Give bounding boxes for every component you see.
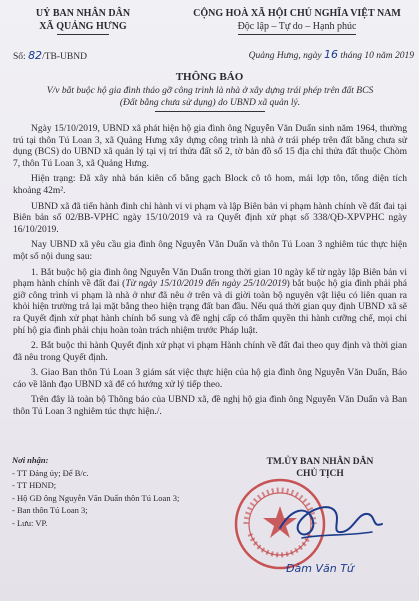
date-day-handwritten: 16 (324, 48, 338, 61)
doc-no-handwritten: 82 (28, 49, 43, 62)
paragraph-5-part-b: ) bắt buộc hộ gia đình phải phá giỡ công trình vi phạm là nhà ở như đã nêu ở trên và di giời toàn bộ nguyên vật liệu có liên quan ra khỏi hiện trường trả lại mặt bằng theo hiện trạng đất ban đầu. Nếu quá thời gian quy định UBND xã sẽ ra Quyết định xử phạt hành chính bổ sung và đề nghị cấp có thẩm quyền thi hành cưỡng chế, mọi chi phí hộ gia đình phải chịu hoàn toàn trách nhiệm trước Pháp luật. (13, 279, 407, 336)
recipients-heading: Nơi nhận: (12, 455, 49, 465)
paragraph-8: Trên đây là toàn bộ Thông báo của UBND xã, đề nghị hộ gia đình ông Nguyễn Văn Duẩn và Ban thôn Tú Loan 3 nghiêm túc thực hiện./. (13, 395, 407, 418)
document-number (13, 49, 87, 62)
document-body (13, 124, 407, 423)
paragraph-3: UBND xã đã tiến hành đình chỉ hành vi vi phạm và lập Biên bản vi phạm hành chính về đất đai tại Biên bản số 02/BB-VPHC ngày 15/10/2019 và ra Quyết định xử phạt số 338/QĐ-XPVPHC ngày 16/10/2019. (13, 201, 407, 235)
national-header (178, 7, 416, 35)
issuer-line-2: XÃ QUẢNG HƯNG (39, 21, 127, 32)
paragraph-2: Hiện trạng: Đã xây nhà bán kiên cố bằng gạch Block cô tô hom, mái lợp tôn, tổng diện tích khoảng 42m². (13, 174, 407, 196)
paragraph-1: Ngày 15/10/2019, UBND xã phát hiện hộ gia đình ông Nguyễn Văn Duẩn sinh năm 1964, thường trú tại thôn Tú Loan 3, xã Quảng Hưng xây dựng công trình là nhà ở trái phép trên đất bằng chưa sử dụng (BCS) do UBND xã quản lý tại vị trí thửa đất số 2, tờ bản đồ số 15 địa chỉ thửa đất thuộc Chòm 7, thôn Tú Loan 3, xã Quảng Hưng. (13, 124, 407, 169)
doc-no-suffix: /TB-UBND (42, 52, 87, 62)
recipient-item: - Ban thôn Tú Loan 3; (12, 505, 88, 515)
date-rest: tháng 10 năm 2019 (340, 51, 414, 61)
subject-line-1: V/v bắt buộc hộ gia đình tháo gỡ công trình là nhà ở xây dựng trái phép trên đất BCS (46, 86, 374, 96)
paragraph-6: 2. Bắt buộc thi hành Quyết định xử phạt vi phạm Hành chính về đất đai theo quy định và thời gian đã nêu trong Quyết định. (13, 341, 407, 363)
motto-underline (238, 34, 356, 35)
paragraph-7: 3. Giao Ban thôn Tú Loan 3 giám sát việc thực hiện của hộ gia đình ông Nguyễn Văn Duẩn, Báo cáo về lãnh đạo UBND xã để có hướng xử lý tiếp theo. (13, 368, 407, 390)
subject-line-2: (Đất bằng chưa sử dụng) do UBND xã quản lý. (119, 98, 301, 108)
issuer-header (8, 7, 158, 35)
document-subject (14, 85, 406, 112)
subject-underline (155, 111, 265, 112)
recipient-item: - TT Đảng ủy; Để B/c. (12, 467, 89, 478)
paragraph-4: Nay UBND xã yêu cầu gia đình ông Nguyễn Văn Duẩn và thôn Tú Loan 3 nghiêm túc thực hiện một số nội dung sau: (13, 240, 407, 262)
paragraph-5-dates: Từ ngày 15/10/2019 đến ngày 25/10/2019 (125, 279, 287, 290)
recipient-item: - Hộ GĐ ông Nguyễn Văn Duẩn thôn Tú Loan 3; (12, 492, 180, 503)
recipient-item: - TT HĐND; (12, 480, 57, 490)
signer-name: Đàm Văn Tứ (286, 562, 354, 575)
date-prefix: Quảng Hưng, ngày (248, 51, 322, 61)
doc-no-prefix: Số: (13, 52, 26, 62)
signer-position: CHỦ TỊCH (296, 469, 344, 479)
handwritten-signature-icon (272, 488, 392, 558)
document-title: THÔNG BÁO (175, 71, 244, 83)
issue-date (198, 48, 414, 61)
national-motto: Độc lập – Tự do – Hạnh phúc (237, 21, 357, 32)
paragraph-5-part-a: 1. Bắt buộc hộ gia đình ông Nguyễn Văn Duẩn trong thời gian 10 ngày kể từ ngày lập Biên bản vi phạm hành chính về đất đai ( (13, 267, 407, 290)
national-title: CỘNG HOÀ XÃ HỘI CHỦ NGHĨA VIỆT NAM (193, 8, 401, 19)
signer-title: TM.ỦY BAN NHÂN DÂN (266, 457, 374, 467)
recipient-item: - Lưu: VP. (12, 517, 48, 528)
paragraph-5 (13, 268, 407, 338)
recipients-block (12, 454, 212, 529)
issuer-line-1: UỶ BAN NHÂN DÂN (35, 8, 131, 19)
issuer-underline (57, 34, 109, 35)
